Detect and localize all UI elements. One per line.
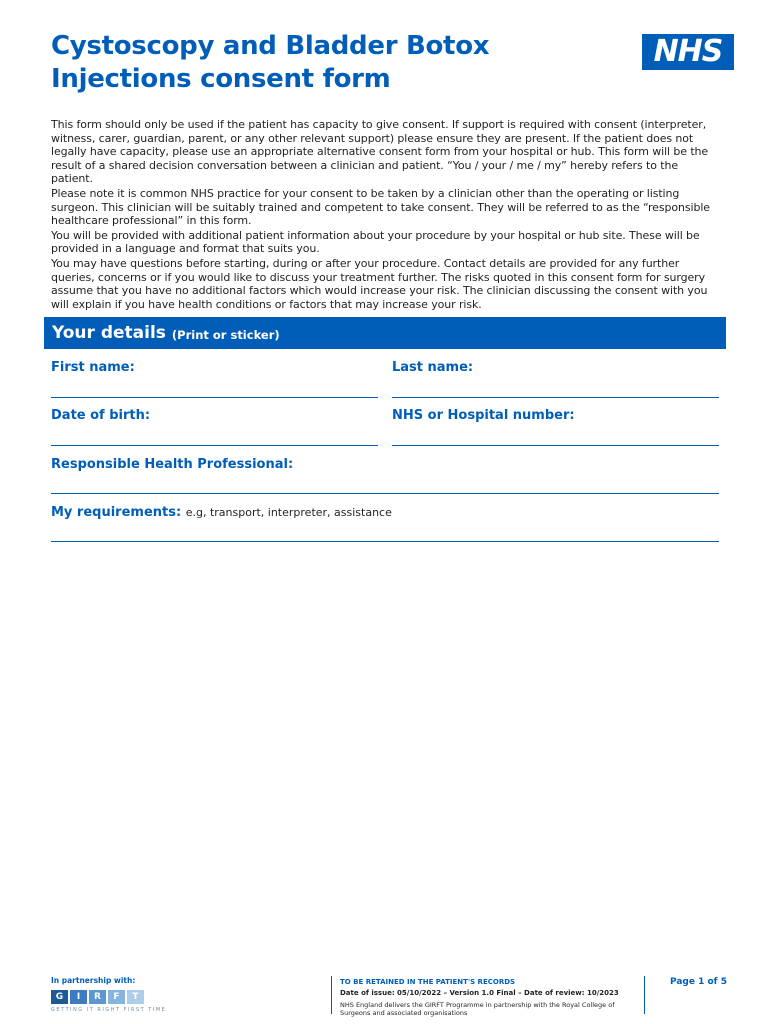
girft-logo [51, 990, 144, 1004]
your-details-header [44, 317, 726, 349]
requirements-label [51, 505, 392, 520]
first-name-label: First name: [51, 360, 135, 375]
footer-info [340, 978, 640, 1017]
girft-letter: F [108, 990, 125, 1004]
requirements-hint: e.g, transport, interpreter, assistance [185, 506, 392, 519]
responsible-professional-label: Responsible Health Professional: [51, 457, 294, 472]
details-subheading: (Print or sticker) [171, 327, 280, 342]
intro-paragraph: Please note it is common NHS practice for your consent to be taken by a clinician other than the operating or listing surgeon. This clinician will be suitably trained and competent to take consent. They will be referred to as the “responsible healthcare professional” in this form. [51, 186, 710, 228]
intro-paragraph: You may have questions before starting, during or after your procedure. Contact details are provided for any further queries, concerns or if you would like to discuss your treatment further. The risks quoted in this consent form for surgery assume that you have no additional factors which would increase your risk. The clinician discussing the consent with you will explain if you have health conditions or factors that may increase your risk. [51, 256, 708, 311]
page-title [51, 30, 571, 96]
requirements-title: My requirements: [51, 505, 182, 520]
retain-notice: TO BE RETAINED IN THE PATIENT'S RECORDS [340, 978, 516, 986]
intro-text [51, 118, 723, 312]
responsible-professional-field[interactable] [51, 493, 719, 494]
girft-letter: R [89, 990, 106, 1004]
footer-divider [644, 976, 645, 1014]
girft-tagline: GETTING IT RIGHT FIRST TIME [51, 1007, 167, 1013]
title-line-1: Cystoscopy and Bladder Botox [51, 31, 490, 61]
nhs-logo: NHS [642, 34, 734, 70]
last-name-label: Last name: [392, 360, 474, 375]
partner-label: In partnership with: [51, 976, 136, 985]
first-name-field[interactable] [51, 397, 378, 398]
dob-field[interactable] [51, 445, 378, 446]
last-name-field[interactable] [392, 397, 719, 398]
footer-divider [331, 976, 332, 1014]
girft-letter: G [51, 990, 68, 1004]
girft-letter: I [70, 990, 87, 1004]
intro-paragraph: You will be provided with additional patient information about your procedure by your hospital or hub site. These will be provided in a language and format that suits you. [51, 228, 700, 256]
page-number: Page 1 of 5 [670, 977, 727, 987]
girft-delivery-note: NHS England delivers the GIRFT Programme in partnership with the Royal College of Surgeons and associated organisations [340, 1001, 615, 1017]
details-heading: Your details [52, 323, 166, 343]
intro-paragraph: This form should only be used if the patient has capacity to give consent. If support is required with consent (interpreter, witness, carer, guardian, parent, or any other relevant support) please ensure they are present. If the patient does not legally have capacity, please use an appropriate alternative consent form from your hospital or hub. This form will be the result of a shared decision conversation between a clinician and patient. “You / your / me / my” hereby refers to the patient. [51, 118, 709, 186]
girft-letter: T [127, 990, 144, 1004]
nhs-number-label: NHS or Hospital number: [392, 408, 575, 423]
dob-label: Date of birth: [51, 408, 151, 423]
title-line-2: Injections consent form [51, 64, 391, 94]
issue-date: Date of issue: 05/10/2022 – Version 1.0 Final – Date of review: 10/2023 [340, 989, 619, 997]
nhs-number-field[interactable] [392, 445, 719, 446]
requirements-field[interactable] [51, 541, 719, 542]
